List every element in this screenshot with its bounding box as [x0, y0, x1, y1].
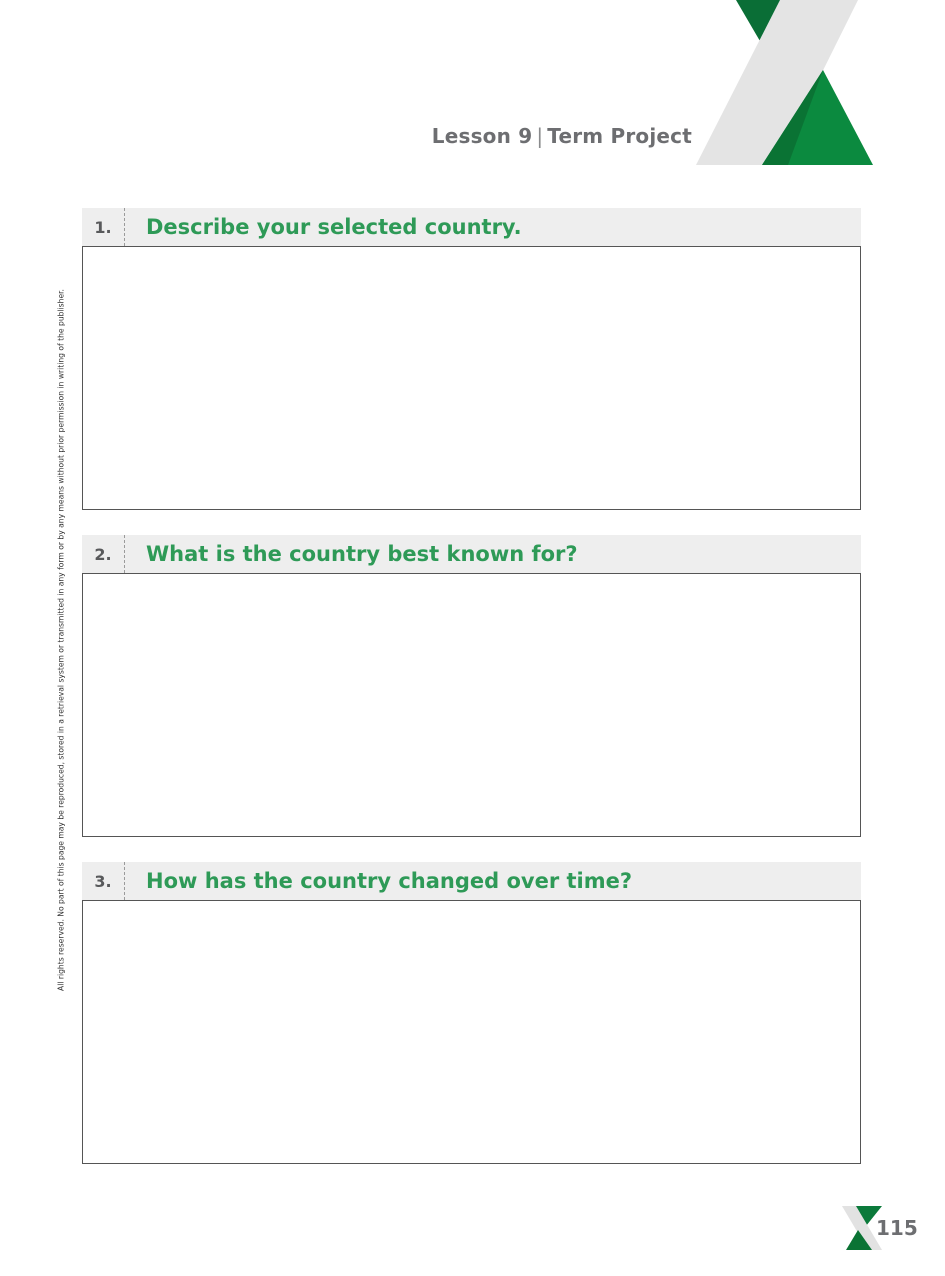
question-block-3 — [82, 862, 861, 1164]
lesson-title: Term Project — [547, 124, 692, 148]
lesson-header — [432, 124, 692, 148]
question-text: How has the country changed over time? — [146, 869, 633, 893]
question-number: 1. — [82, 208, 125, 246]
question-block-1 — [82, 208, 861, 510]
question-header — [82, 535, 861, 573]
copyright-notice: All rights reserved. No part of this page may be reproduced, stored in a retrieval system or transmitted in any form or by any means without prior permission in writing of the publisher. — [56, 289, 66, 991]
question-header — [82, 862, 861, 900]
question-block-2 — [82, 535, 861, 837]
question-header — [82, 208, 861, 246]
answer-box[interactable] — [82, 573, 861, 837]
corner-decoration — [690, 0, 880, 170]
question-number: 2. — [82, 535, 125, 573]
question-text: Describe your selected country. — [146, 215, 522, 239]
question-number: 3. — [82, 862, 125, 900]
lesson-label: Lesson 9 — [431, 124, 533, 148]
header-separator: | — [536, 124, 544, 148]
question-text: What is the country best known for? — [146, 542, 578, 566]
answer-box[interactable] — [82, 246, 861, 510]
page-number: 115 — [876, 1216, 918, 1240]
answer-box[interactable] — [82, 900, 861, 1164]
